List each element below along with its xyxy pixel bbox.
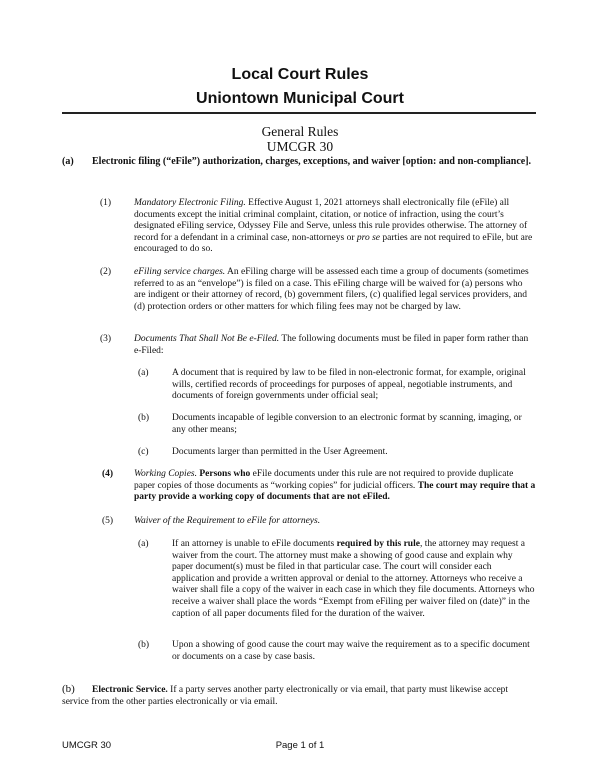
item-1-paragraph (134, 198, 536, 256)
rule-subtitle: General Rules (261, 124, 339, 139)
item-1-text: Effective August 1, 2021 attorneys shall electronically file (eFile) all documents except the initial criminal complaint, citation, or notice of infraction, using the court’s designated eFiling service, Odyssey File and Serve, unless this rule provides otherwise. The attorney of record for a defendant in a criminal case, non-attorneys or (134, 198, 528, 243)
item-3-title: Documents That Shall Not Be e-Filed. (134, 334, 280, 344)
item-3a-text: A document that is required by law to be filed in non-electronic format, for example, original wills, certified records of proceedings for purposes of appeal, negotiable instruments, and documents of foreign governments under official seal; (172, 368, 526, 402)
item-3c-text: Documents larger than permitted in the User Agreement. (172, 447, 388, 457)
footer-page-number: Page 1 of 1 (275, 740, 325, 751)
section-b-label: (b) (62, 683, 75, 695)
item-3-paragraph (134, 334, 536, 357)
item-5-number: (5) (102, 516, 114, 526)
item-3a-number: (a) (138, 368, 149, 378)
item-3b-text: Documents incapable of legible conversion to an electronic format by scanning, imaging, or any other means; (172, 413, 522, 435)
item-5b-number: (b) (138, 640, 150, 650)
item-4-paragraph (134, 469, 536, 504)
item-1-prose: pro se (356, 232, 381, 243)
section-b-paragraph (62, 684, 536, 708)
section-b-text: If a party serves another party electronically or via email, that party must likewise accept service from the other parties electronically or via email. (62, 685, 509, 707)
section-b-title: Electronic Service. (92, 685, 168, 695)
item-1-number: (1) (100, 198, 112, 208)
item-3-text: The following documents must be filed in paper form rather than e-Filed: (134, 334, 529, 356)
item-3-number: (3) (100, 334, 112, 344)
item-3b-number: (b) (138, 413, 150, 423)
item-4-title: Working Copies. (134, 469, 197, 479)
item-1-title: Mandatory Electronic Filing. (134, 198, 246, 208)
item-5a-number: (a) (138, 539, 149, 549)
item-5a-lead: If an attorney is unable to eFile documents (172, 539, 335, 549)
item-5a-paragraph (172, 539, 536, 620)
item-2-paragraph (134, 267, 536, 313)
header-divider (62, 112, 536, 114)
item-4-bold-lead: Persons who (199, 469, 251, 479)
item-5a-bold: required by this rule (336, 539, 420, 549)
document-title: Local Court Rules (231, 66, 369, 83)
section-a-heading (62, 156, 536, 168)
item-5-title: Waiver of the Requirement to eFile for attorneys. (134, 516, 321, 526)
section-a-title: Electronic filing (“eFile”) authorization, charges, exceptions, and waiver [option: and non-compliance]. (92, 156, 532, 167)
item-4-text: eFile documents under this rule are not required to provide duplicate paper copies of those documents as “working copies” for judicial officers. (134, 469, 514, 491)
footer-code: UMCGR 30 (62, 740, 112, 751)
item-1-text-end: parties are not required to eFile, but are encouraged to do so. (134, 232, 533, 255)
court-name: Uniontown Municipal Court (196, 90, 404, 107)
item-4-number: (4) (102, 469, 114, 479)
item-2-text: An eFiling charge will be assessed each time a group of documents (sometimes referred to as an “envelope”) is filed on a case. This eFiling charge will be waived for (a) persons who are indigent or their attorney of record, (b) government filers, (c) qualified legal services providers, and (d) protection orders or other matters for which filing fees may not be charged by law. (134, 267, 529, 312)
item-2-title: eFiling service charges. (134, 267, 226, 277)
rule-code: UMCGR 30 (266, 139, 334, 154)
section-a-label: (a) (62, 156, 74, 167)
item-5a-text: , the attorney may request a waiver from the court. The attorney must make a showing of good cause and explain why paper document(s) must be filed in that particular case. The court will consider each application and provide a written approval or denial to the attorney. Attorneys who receive a waiver shall file a copy of the waiver in each case in which they file documents. Attorneys who receive a waiver shall place the words “Exempt from eFiling per waiver filed on (date)” in the caption of all paper documents filed for the duration of the waiver. (172, 539, 535, 619)
item-5b-text: Upon a showing of good cause the court may waive the requirement as to a specific document or documents on a case by case basis. (172, 640, 530, 662)
item-2-number: (2) (100, 267, 112, 277)
item-3c-number: (c) (138, 447, 149, 457)
item-4-bold-end: The court may require that a party provide a working copy of documents that are not eFiled. (134, 480, 536, 503)
